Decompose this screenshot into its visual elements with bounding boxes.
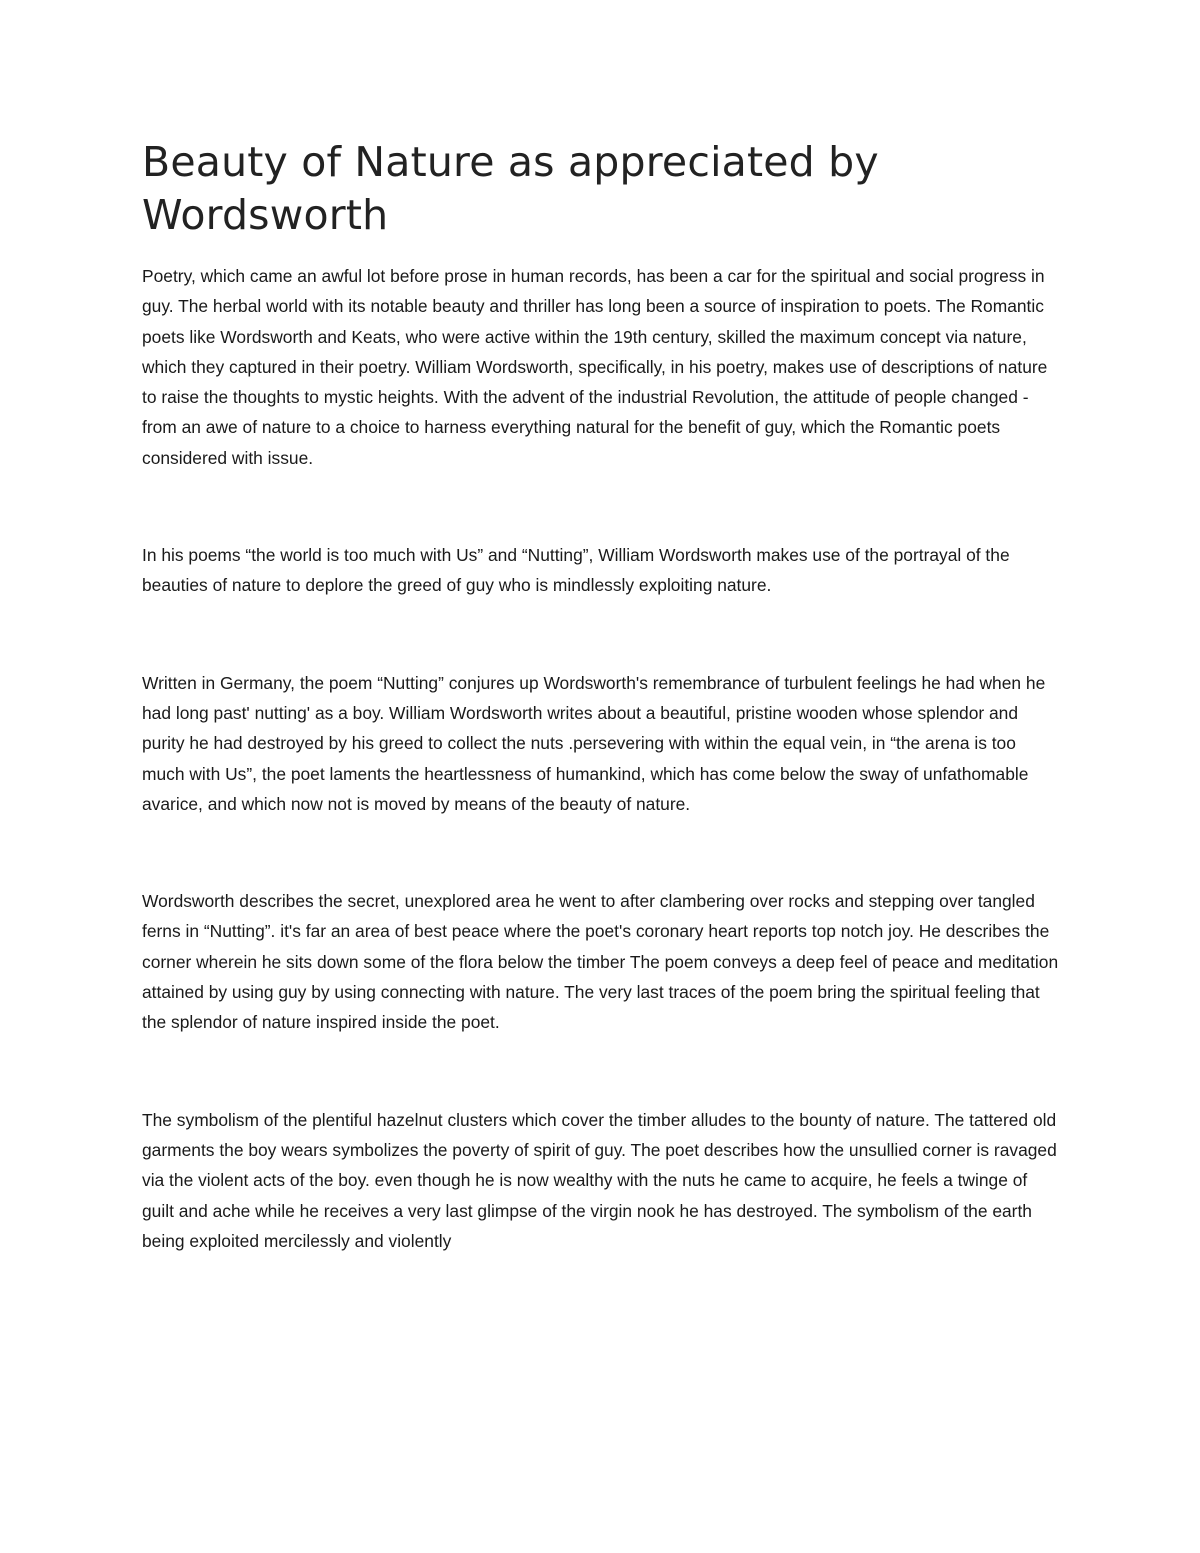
document-body bbox=[142, 136, 1062, 1256]
document-title: Beauty of Nature as appreciated by Wordsworth bbox=[142, 138, 879, 239]
paragraph-4: Wordsworth describes the secret, unexplored area he went to after clambering over rocks and stepping over tangled ferns in “Nutting”. it's far an area of best peace where the poet's coronary heart reports top notch joy. He describes the corner wherein he sits down some of the flora below the timber The poem conveys a deep feel of peace and meditation attained by using guy by using connecting with nature. The very last traces of the poem bring the spiritual feeling that the splendor of nature inspired inside the poet. bbox=[142, 891, 1059, 1033]
paragraph-3: Written in Germany, the poem “Nutting” conjures up Wordsworth's remembrance of turbulent feelings he had when he had long past' nutting' as a boy. William Wordsworth writes about a beautiful, pristine wooden whose splendor and purity he had destroyed by his greed to collect the nuts .persevering with within the equal vein, in “the arena is too much with Us”, the poet laments the heartlessness of humankind, which has come below the sway of unfathomable avarice, and which now not is moved by means of the beauty of nature. bbox=[142, 672, 1046, 814]
paragraph-list bbox=[142, 261, 1062, 1256]
paragraph-2: In his poems “the world is too much with Us” and “Nutting”, William Wordsworth makes use of the portrayal of the beauties of nature to deplore the greed of guy who is mindlessly exploiting nature. bbox=[142, 545, 1010, 596]
paragraph-1: Poetry, which came an awful lot before prose in human records, has been a car for the spiritual and social progress in guy. The herbal world with its notable beauty and thriller has long been a source of inspiration to poets. The Romantic poets like Wordsworth and Keats, who were active within the 19th century, skilled the maximum concept via nature, which they captured in their poetry. William Wordsworth, specifically, in his poetry, makes use of descriptions of nature to raise the thoughts to mystic heights. With the advent of the industrial Revolution, the attitude of people changed - from an awe of nature to a choice to harness everything natural for the benefit of guy, which the Romantic poets considered with issue. bbox=[142, 266, 1048, 468]
paragraph-5: The symbolism of the plentiful hazelnut clusters which cover the timber alludes to the bounty of nature. The tattered old garments the boy wears symbolizes the poverty of spirit of guy. The poet describes how the unsullied corner is ravaged via the violent acts of the boy. even though he is now wealthy with the nuts he came to acquire, he feels a twinge of guilt and ache while he receives a very last glimpse of the virgin nook he has destroyed. The symbolism of the earth being exploited mercilessly and violently bbox=[142, 1109, 1057, 1251]
